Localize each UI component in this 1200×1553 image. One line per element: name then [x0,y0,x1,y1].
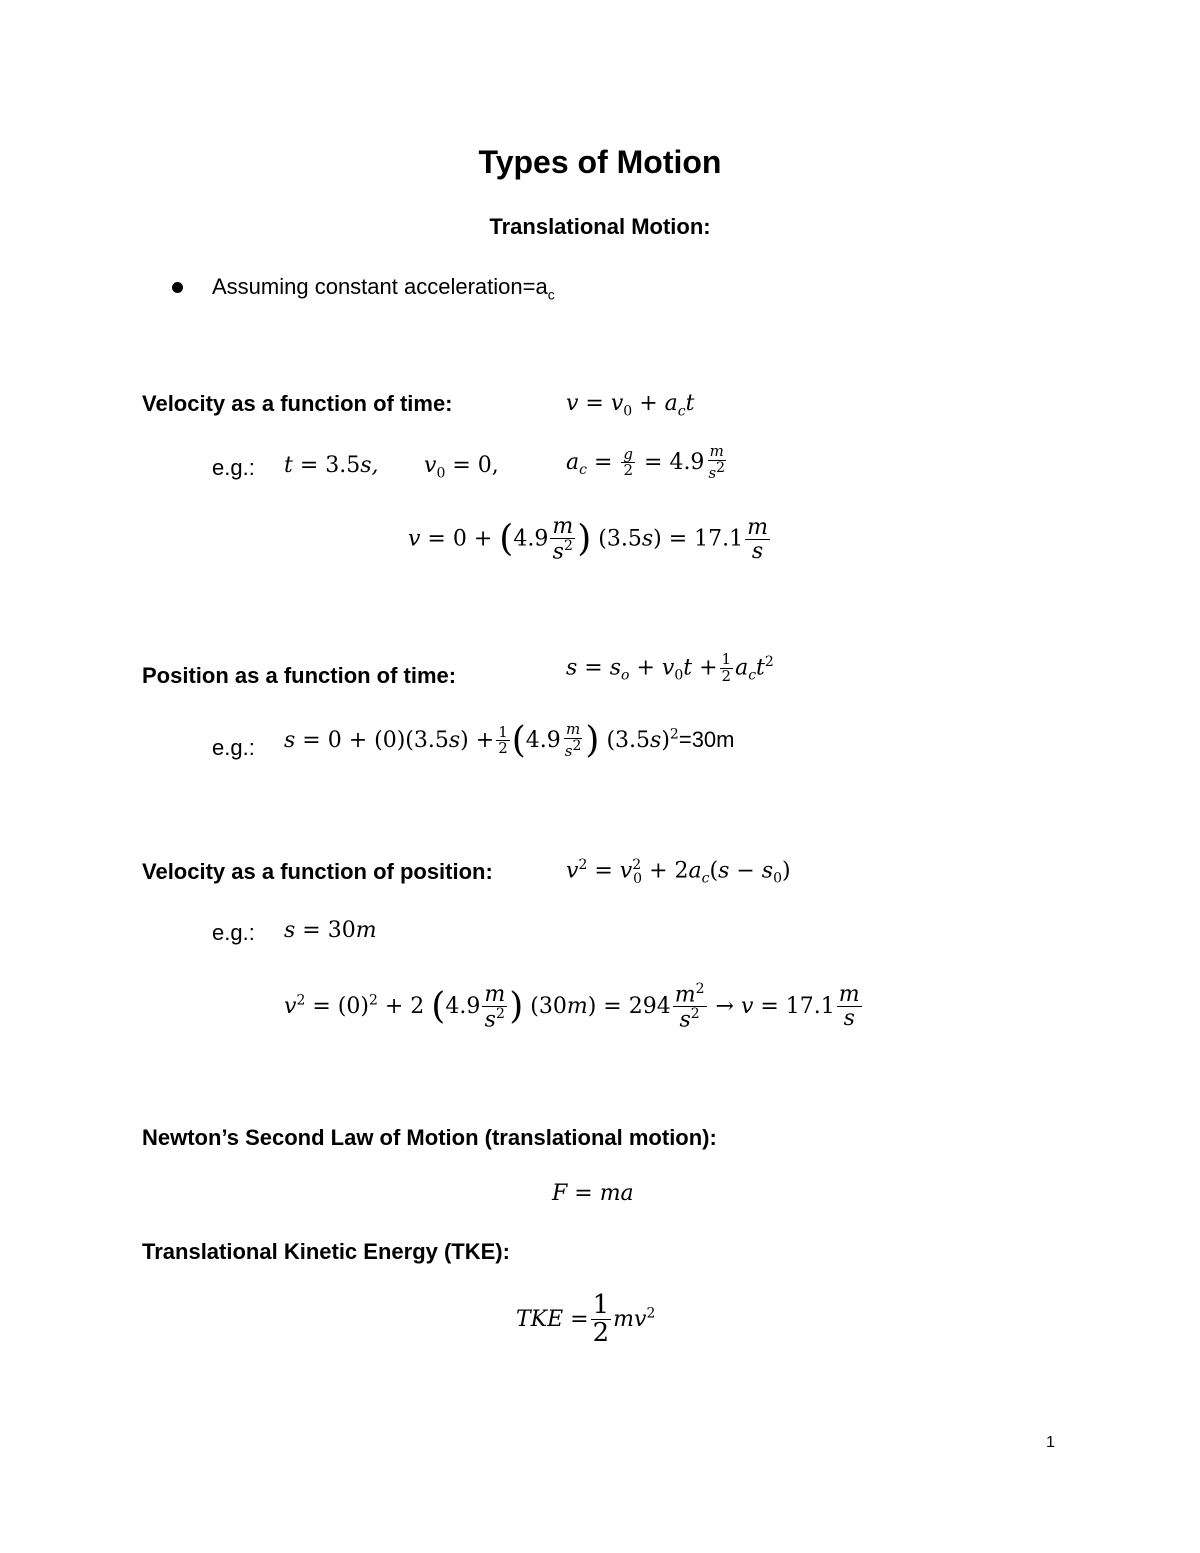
velocity-position-worked-example: $v^2 = (0)^2 + 2$ (4.9 $\frac{m}{s^2}$ ) (30m) = 294 $\frac{m^2}{s^2}$ → v = 17.1 $\frac{m}{s}$ [284,981,860,1033]
eg-position-value: s = 30m [284,918,377,943]
bullet-item [212,274,555,302]
position-time-eg-label: e.g.: [212,735,255,760]
position-result: =30m [678,726,735,752]
page-number: 1 [1046,1434,1055,1451]
bullet-text: Assuming constant acceleration=a [212,274,548,299]
eg-time-value: t = 3.5s, [284,453,379,478]
velocity-time-worked-example: v = 0 + (4.9 $\frac{m}{s^2}$ ) (3.5s) = 17.1 $\frac{m}{s}$ [408,514,768,565]
bullet-subscript: c [547,286,555,303]
velocity-position-eg-label: e.g.: [212,920,255,945]
newton-law-formula: F = ma [552,1181,634,1206]
velocity-position-label: Velocity as a function of position: [142,859,493,884]
position-time-formula: $s = s_o + v_0t$ + $\frac{1}{2}$ $a_ct^2$ [566,650,774,685]
section-subtitle: Translational Motion: [489,214,711,239]
bullet-icon [172,282,183,293]
velocity-time-label: Velocity as a function of time: [142,391,453,416]
velocity-position-formula: $v^2 = v^2_0 + 2a_c(s - s_0)$ [566,857,791,887]
position-time-label: Position as a function of time: [142,663,457,688]
eg-acceleration: $a_c$ = $\frac{g}{2}$ = 4.9 $\frac{m}{s^2}$ [566,442,726,482]
velocity-time-formula: $v = v_0 + a_ct$ [566,391,695,420]
tke-label: Translational Kinetic Energy (TKE): [142,1239,510,1264]
page-title: Types of Motion [478,144,722,180]
tke-formula: TKE = $\frac{1}{2}$ $mv^2$ [516,1290,656,1349]
newton-law-label: Newton’s Second Law of Motion (translational motion): [142,1125,717,1150]
velocity-time-eg-label: e.g.: [212,455,255,480]
position-time-worked-example: s = 0 + (0)(3.5s) + $\frac{1}{2}$ (4.9 $\frac{m}{s^2}$ ) $(3.5s)^2=30m$ [284,719,735,761]
eg-initial-velocity: $v_0 = 0$, [424,453,499,482]
